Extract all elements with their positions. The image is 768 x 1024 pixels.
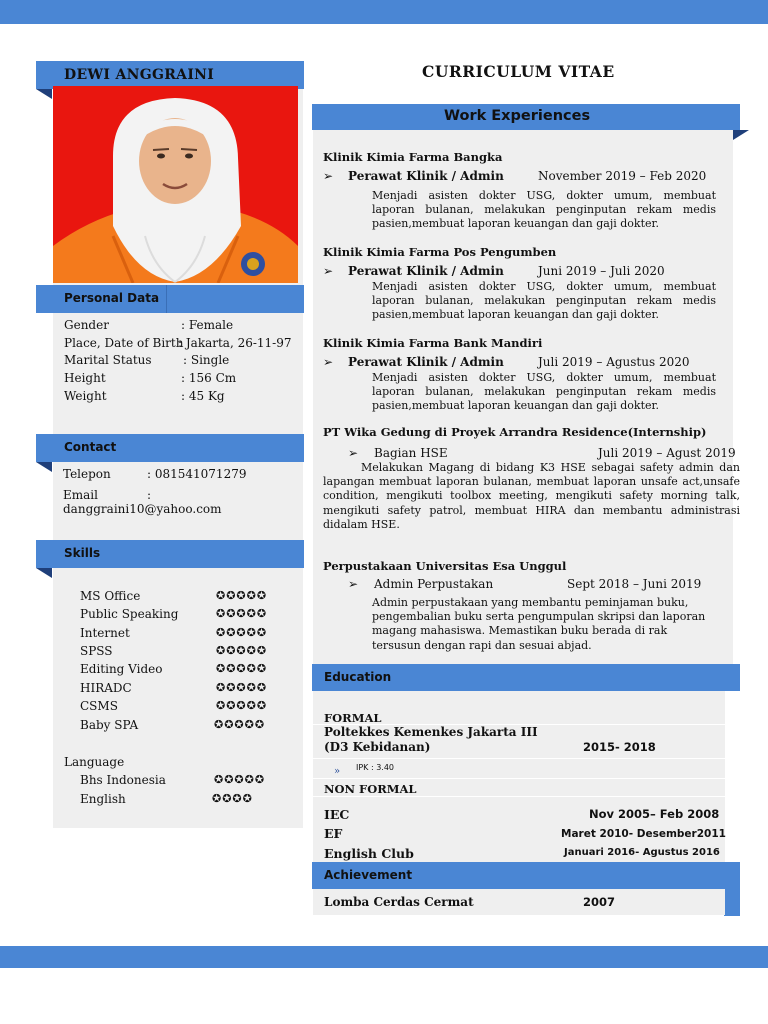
profile-photo xyxy=(53,86,298,283)
nonformal-label: NON FORMAL xyxy=(324,782,417,796)
contact-heading: Contact xyxy=(64,440,117,454)
language-heading: Language xyxy=(64,755,125,769)
personal-data-bar xyxy=(36,285,304,313)
job-position: Perawat Klinik / Admin xyxy=(348,264,504,278)
skill-rating-stars: ✪✪✪✪✪ xyxy=(216,607,268,620)
personal-label: Place, Date of Birth xyxy=(64,336,184,350)
skills-heading: Skills xyxy=(64,546,101,560)
job-position: Perawat Klinik / Admin xyxy=(348,169,504,183)
education-heading: Education xyxy=(324,670,392,684)
job-description: Melakukan Magang di bidang K3 HSE sebagai safety admin dan lapangan membuat laporan bulanan, membuat laporan unsafe act,unsafe condition, mengikuti toolbox meeting, mengikuti safety morning talk, mengikuti safety patrol, membuat HIRA dan membantu administrasi didalam HSE. xyxy=(323,461,740,531)
email-label: Email xyxy=(63,488,98,502)
job-bullet: ➢ xyxy=(323,355,334,369)
tab-divider xyxy=(166,285,167,313)
language-rating-stars: ✪✪✪✪ xyxy=(212,792,253,805)
job-company: Perpustakaan Universitas Esa Unggul xyxy=(323,559,567,573)
job-description: Menjadi asisten dokter USG, dokter umum, membuat laporan bulanan, melakukan penginputan rekam medis pasien,membuat laporan keuangan dan gaji dokter. xyxy=(372,189,716,231)
skill-rating-stars: ✪✪✪✪✪ xyxy=(216,589,268,602)
personal-label: Weight xyxy=(64,389,107,403)
achievement-bar xyxy=(312,862,740,889)
job-company: PT Wika Gedung di Proyek Arrandra Residence(Internship) xyxy=(323,425,707,439)
personal-value: : Jakarta, 26-11-97 xyxy=(178,336,292,350)
name-bar xyxy=(36,61,304,89)
job-position: Bagian HSE xyxy=(374,446,448,460)
skill-name: Editing Video xyxy=(80,662,163,676)
skill-rating-stars: ✪✪✪✪✪ xyxy=(216,699,268,712)
job-bullet: ➢ xyxy=(323,169,334,183)
job-period: Sept 2018 – Juni 2019 xyxy=(567,577,702,591)
job-position: Admin Perpustakan xyxy=(374,577,494,591)
fold-corner xyxy=(733,130,749,140)
skill-name: Baby SPA xyxy=(80,718,139,732)
achievement-year: 2007 xyxy=(583,895,616,909)
job-bullet: ➢ xyxy=(323,264,334,278)
email-value: danggraini10@yahoo.com xyxy=(63,502,222,516)
skill-rating-stars: ✪✪✪✪✪ xyxy=(216,681,268,694)
bottom-accent-bar xyxy=(0,946,768,968)
education-bar xyxy=(312,664,740,691)
personal-label: Height xyxy=(64,371,106,385)
contact-bar xyxy=(36,434,304,462)
top-accent-bar xyxy=(0,0,768,24)
personal-value: : Female xyxy=(181,318,234,332)
job-period: November 2019 – Feb 2020 xyxy=(538,169,707,183)
job-description: Admin perpustakaan yang membantu peminjaman buku, pengembalian buku serta pengumpulan skripsi dan laporan magang mahasiswa. Memastikan buku berada di rak tersusun dengan rapi dan sesuai abjad. xyxy=(372,596,706,652)
job-period: Juli 2019 – Agust 2019 xyxy=(598,446,736,460)
personal-value: : 45 Kg xyxy=(181,389,225,403)
divider xyxy=(313,758,725,759)
school-program: (D3 Kebidanan) xyxy=(324,740,431,754)
skill-name: Internet xyxy=(80,626,130,640)
divider xyxy=(313,778,725,779)
job-period: Juni 2019 – Juli 2020 xyxy=(538,264,665,278)
fold-corner xyxy=(36,89,52,99)
formal-label: FORMAL xyxy=(324,711,382,725)
job-company: Klinik Kimia Farma Bank Mandiri xyxy=(323,336,543,350)
skill-name: Public Speaking xyxy=(80,607,179,621)
job-position: Perawat Klinik / Admin xyxy=(348,355,504,369)
skill-rating-stars: ✪✪✪✪✪ xyxy=(216,662,268,675)
phone-value: : 081541071279 xyxy=(147,467,247,481)
work-experiences-heading: Work Experiences xyxy=(444,108,591,124)
phone-label: Telepon xyxy=(63,467,111,481)
email-colon: : xyxy=(147,488,152,502)
course-name: EF xyxy=(324,826,343,841)
skill-name: HIRADC xyxy=(80,681,132,695)
language-rating-stars: ✪✪✪✪✪ xyxy=(214,773,266,786)
course-period: Maret 2010- Desember2011 xyxy=(561,828,726,840)
course-period: Nov 2005– Feb 2008 xyxy=(589,807,720,821)
person-name: DEWI ANGGRAINI xyxy=(64,67,215,83)
job-company: Klinik Kimia Farma Pos Pengumben xyxy=(323,245,557,259)
skill-rating-stars: ✪✪✪✪✪ xyxy=(216,626,268,639)
achievement-heading: Achievement xyxy=(324,868,413,882)
school-name: Poltekkes Kemenkes Jakarta III xyxy=(324,725,538,739)
job-description: Menjadi asisten dokter USG, dokter umum, membuat laporan bulanan, melakukan penginputan rekam medis pasien,membuat laporan keuangan dan gaji dokter. xyxy=(372,371,716,413)
personal-value: : 156 Cm xyxy=(181,371,237,385)
fold-corner xyxy=(36,462,52,472)
course-name: English Club xyxy=(324,846,414,861)
job-period: Juli 2019 – Agustus 2020 xyxy=(538,355,690,369)
personal-data-heading: Personal Data xyxy=(64,291,160,305)
fold-corner xyxy=(36,568,52,578)
personal-label: Gender xyxy=(64,318,109,332)
job-bullet: ➢ xyxy=(348,577,359,591)
skill-rating-stars: ✪✪✪✪✪ xyxy=(216,644,268,657)
cv-title: CURRICULUM VITAE xyxy=(422,62,615,81)
skills-bar xyxy=(36,540,304,568)
ipk-bullet: » xyxy=(334,766,341,777)
work-experiences-bar xyxy=(312,104,740,130)
person-photo-illustration xyxy=(53,86,298,283)
course-period: Januari 2016- Agustus 2016 xyxy=(564,847,720,858)
job-bullet: ➢ xyxy=(348,446,359,460)
skill-rating-stars: ✪✪✪✪✪ xyxy=(214,718,266,731)
personal-label: Marital Status xyxy=(64,353,152,367)
job-description: Menjadi asisten dokter USG, dokter umum, membuat laporan bulanan, melakukan penginputan rekam medis pasien,membuat laporan keuangan dan gaji dokter. xyxy=(372,280,716,322)
personal-value: : Single xyxy=(183,353,230,367)
job-company: Klinik Kimia Farma Bangka xyxy=(323,150,503,164)
language-name: English xyxy=(80,792,126,806)
school-period: 2015- 2018 xyxy=(583,740,656,754)
ipk-value: IPK : 3.40 xyxy=(356,763,395,772)
skill-name: SPSS xyxy=(80,644,113,658)
skill-name: MS Office xyxy=(80,589,141,603)
course-name: IEC xyxy=(324,807,350,822)
personal-row xyxy=(64,316,109,335)
language-name: Bhs Indonesia xyxy=(80,773,166,787)
divider xyxy=(313,796,725,797)
achievement-title: Lomba Cerdas Cermat xyxy=(324,895,474,909)
skill-name: CSMS xyxy=(80,699,118,713)
